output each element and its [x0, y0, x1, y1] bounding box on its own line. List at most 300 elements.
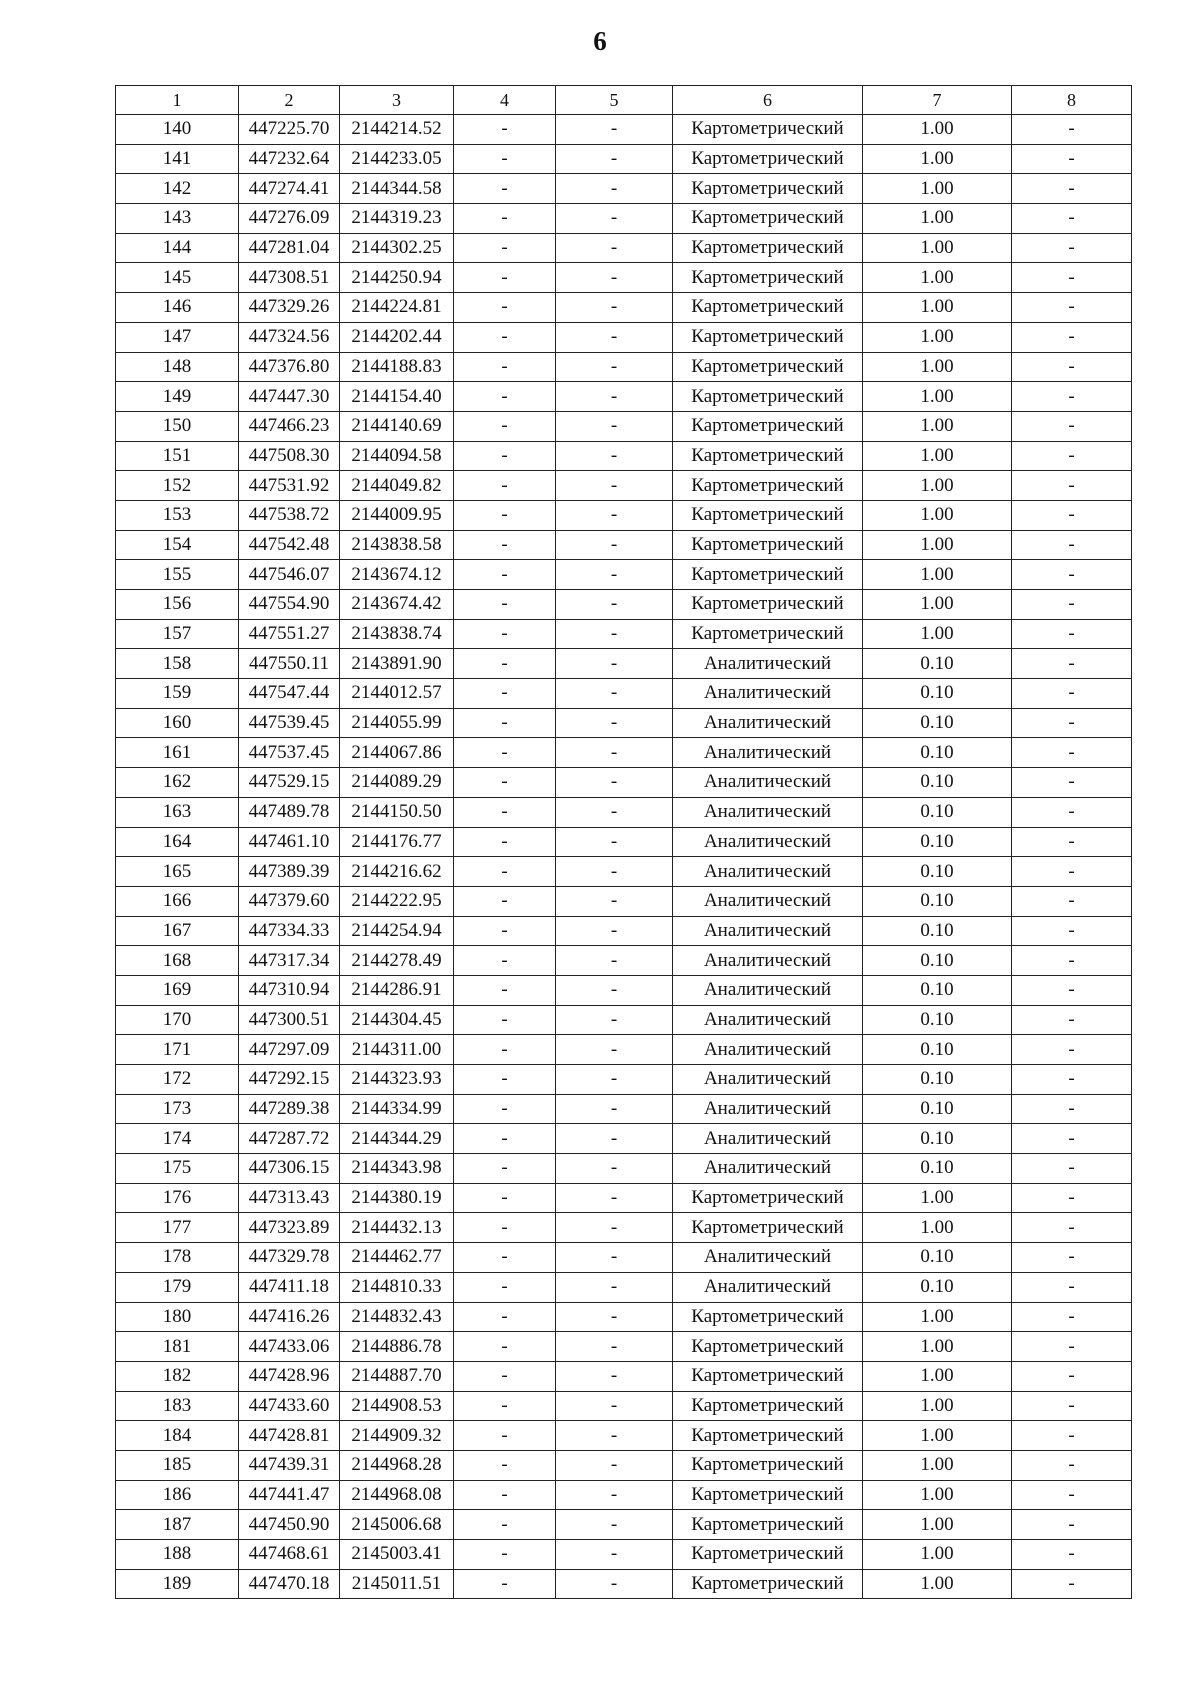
table-row	[116, 1213, 1132, 1243]
point-number-cell: 168	[116, 946, 239, 976]
y-coordinate-cell: 2144334.99	[340, 1094, 454, 1124]
column-8-cell: -	[1012, 1035, 1132, 1065]
accuracy-cell: 0.10	[863, 1154, 1012, 1184]
point-number-cell: 181	[116, 1332, 239, 1362]
accuracy-cell: 1.00	[863, 1213, 1012, 1243]
x-coordinate-cell: 447468.61	[239, 1540, 340, 1570]
column-4-cell: -	[454, 1154, 556, 1184]
point-number-cell: 182	[116, 1361, 239, 1391]
column-5-cell: -	[556, 1510, 673, 1540]
y-coordinate-cell: 2144154.40	[340, 382, 454, 412]
point-number-cell: 165	[116, 857, 239, 887]
method-cell: Картометрический	[673, 1213, 863, 1243]
accuracy-cell: 1.00	[863, 233, 1012, 263]
x-coordinate-cell: 447379.60	[239, 886, 340, 916]
point-number-cell: 172	[116, 1065, 239, 1095]
accuracy-cell: 1.00	[863, 115, 1012, 145]
table-header-row	[116, 86, 1132, 115]
column-8-cell: -	[1012, 322, 1132, 352]
y-coordinate-cell: 2144810.33	[340, 1272, 454, 1302]
table-row	[116, 975, 1132, 1005]
column-header-5: 5	[556, 86, 673, 115]
method-cell: Аналитический	[673, 1065, 863, 1095]
x-coordinate-cell: 447324.56	[239, 322, 340, 352]
point-number-cell: 157	[116, 619, 239, 649]
point-number-cell: 140	[116, 115, 239, 145]
column-5-cell: -	[556, 916, 673, 946]
x-coordinate-cell: 447313.43	[239, 1183, 340, 1213]
x-coordinate-cell: 447329.26	[239, 293, 340, 323]
accuracy-cell: 1.00	[863, 322, 1012, 352]
column-4-cell: -	[454, 233, 556, 263]
column-header-2: 2	[239, 86, 340, 115]
method-cell: Картометрический	[673, 322, 863, 352]
column-5-cell: -	[556, 471, 673, 501]
x-coordinate-cell: 447547.44	[239, 679, 340, 709]
accuracy-cell: 1.00	[863, 1361, 1012, 1391]
point-number-cell: 174	[116, 1124, 239, 1154]
accuracy-cell: 1.00	[863, 619, 1012, 649]
column-4-cell: -	[454, 619, 556, 649]
column-5-cell: -	[556, 322, 673, 352]
point-number-cell: 184	[116, 1421, 239, 1451]
table-row	[116, 886, 1132, 916]
method-cell: Аналитический	[673, 1005, 863, 1035]
table-row	[116, 411, 1132, 441]
table-row	[116, 1243, 1132, 1273]
method-cell: Картометрический	[673, 500, 863, 530]
column-5-cell: -	[556, 1569, 673, 1599]
column-5-cell: -	[556, 1480, 673, 1510]
table-row	[116, 293, 1132, 323]
table-row	[116, 233, 1132, 263]
point-number-cell: 179	[116, 1272, 239, 1302]
column-8-cell: -	[1012, 1540, 1132, 1570]
y-coordinate-cell: 2144832.43	[340, 1302, 454, 1332]
point-number-cell: 175	[116, 1154, 239, 1184]
column-5-cell: -	[556, 1065, 673, 1095]
column-4-cell: -	[454, 1005, 556, 1035]
column-4-cell: -	[454, 708, 556, 738]
y-coordinate-cell: 2144012.57	[340, 679, 454, 709]
accuracy-cell: 1.00	[863, 1332, 1012, 1362]
accuracy-cell: 0.10	[863, 679, 1012, 709]
column-4-cell: -	[454, 1213, 556, 1243]
column-header-3: 3	[340, 86, 454, 115]
y-coordinate-cell: 2145003.41	[340, 1540, 454, 1570]
column-5-cell: -	[556, 738, 673, 768]
x-coordinate-cell: 447428.96	[239, 1361, 340, 1391]
method-cell: Картометрический	[673, 1450, 863, 1480]
column-4-cell: -	[454, 1302, 556, 1332]
y-coordinate-cell: 2145006.68	[340, 1510, 454, 1540]
column-5-cell: -	[556, 1450, 673, 1480]
column-8-cell: -	[1012, 1094, 1132, 1124]
y-coordinate-cell: 2144224.81	[340, 293, 454, 323]
point-number-cell: 164	[116, 827, 239, 857]
method-cell: Аналитический	[673, 886, 863, 916]
y-coordinate-cell: 2144909.32	[340, 1421, 454, 1451]
accuracy-cell: 0.10	[863, 1005, 1012, 1035]
accuracy-cell: 0.10	[863, 886, 1012, 916]
y-coordinate-cell: 2144432.13	[340, 1213, 454, 1243]
column-5-cell: -	[556, 411, 673, 441]
point-number-cell: 149	[116, 382, 239, 412]
column-4-cell: -	[454, 1183, 556, 1213]
y-coordinate-cell: 2144302.25	[340, 233, 454, 263]
table-row	[116, 1094, 1132, 1124]
column-8-cell: -	[1012, 679, 1132, 709]
y-coordinate-cell: 2144323.93	[340, 1065, 454, 1095]
y-coordinate-cell: 2144055.99	[340, 708, 454, 738]
point-number-cell: 161	[116, 738, 239, 768]
column-5-cell: -	[556, 1124, 673, 1154]
column-8-cell: -	[1012, 530, 1132, 560]
column-8-cell: -	[1012, 1183, 1132, 1213]
column-8-cell: -	[1012, 916, 1132, 946]
accuracy-cell: 1.00	[863, 530, 1012, 560]
x-coordinate-cell: 447276.09	[239, 204, 340, 234]
accuracy-cell: 0.10	[863, 708, 1012, 738]
table-row	[116, 619, 1132, 649]
x-coordinate-cell: 447317.34	[239, 946, 340, 976]
accuracy-cell: 0.10	[863, 975, 1012, 1005]
table-row	[116, 1361, 1132, 1391]
accuracy-cell: 0.10	[863, 1035, 1012, 1065]
x-coordinate-cell: 447297.09	[239, 1035, 340, 1065]
column-5-cell: -	[556, 352, 673, 382]
coordinates-table	[115, 85, 1132, 1599]
x-coordinate-cell: 447508.30	[239, 441, 340, 471]
column-8-cell: -	[1012, 263, 1132, 293]
x-coordinate-cell: 447225.70	[239, 115, 340, 145]
point-number-cell: 187	[116, 1510, 239, 1540]
column-5-cell: -	[556, 1094, 673, 1124]
column-5-cell: -	[556, 1540, 673, 1570]
accuracy-cell: 0.10	[863, 1094, 1012, 1124]
accuracy-cell: 1.00	[863, 500, 1012, 530]
column-4-cell: -	[454, 263, 556, 293]
x-coordinate-cell: 447411.18	[239, 1272, 340, 1302]
table-row	[116, 1272, 1132, 1302]
point-number-cell: 186	[116, 1480, 239, 1510]
method-cell: Картометрический	[673, 1332, 863, 1362]
x-coordinate-cell: 447466.23	[239, 411, 340, 441]
table-row	[116, 441, 1132, 471]
column-header-7: 7	[863, 86, 1012, 115]
method-cell: Картометрический	[673, 1361, 863, 1391]
point-number-cell: 151	[116, 441, 239, 471]
x-coordinate-cell: 447539.45	[239, 708, 340, 738]
point-number-cell: 160	[116, 708, 239, 738]
x-coordinate-cell: 447433.60	[239, 1391, 340, 1421]
y-coordinate-cell: 2144250.94	[340, 263, 454, 293]
accuracy-cell: 0.10	[863, 768, 1012, 798]
y-coordinate-cell: 2144286.91	[340, 975, 454, 1005]
column-4-cell: -	[454, 382, 556, 412]
column-5-cell: -	[556, 144, 673, 174]
method-cell: Картометрический	[673, 263, 863, 293]
table-row	[116, 1005, 1132, 1035]
column-4-cell: -	[454, 560, 556, 590]
x-coordinate-cell: 447433.06	[239, 1332, 340, 1362]
accuracy-cell: 1.00	[863, 471, 1012, 501]
column-5-cell: -	[556, 441, 673, 471]
method-cell: Картометрический	[673, 1569, 863, 1599]
method-cell: Картометрический	[673, 411, 863, 441]
column-4-cell: -	[454, 411, 556, 441]
y-coordinate-cell: 2144968.28	[340, 1450, 454, 1480]
x-coordinate-cell: 447531.92	[239, 471, 340, 501]
column-4-cell: -	[454, 827, 556, 857]
y-coordinate-cell: 2144233.05	[340, 144, 454, 174]
method-cell: Аналитический	[673, 768, 863, 798]
table-row	[116, 1540, 1132, 1570]
table-row	[116, 263, 1132, 293]
table-row	[116, 1065, 1132, 1095]
point-number-cell: 163	[116, 797, 239, 827]
accuracy-cell: 1.00	[863, 1569, 1012, 1599]
column-8-cell: -	[1012, 768, 1132, 798]
table-row	[116, 1124, 1132, 1154]
column-4-cell: -	[454, 886, 556, 916]
method-cell: Картометрический	[673, 382, 863, 412]
y-coordinate-cell: 2144304.45	[340, 1005, 454, 1035]
x-coordinate-cell: 447537.45	[239, 738, 340, 768]
accuracy-cell: 1.00	[863, 1540, 1012, 1570]
column-4-cell: -	[454, 1124, 556, 1154]
accuracy-cell: 1.00	[863, 590, 1012, 620]
column-8-cell: -	[1012, 1332, 1132, 1362]
y-coordinate-cell: 2144188.83	[340, 352, 454, 382]
y-coordinate-cell: 2144140.69	[340, 411, 454, 441]
accuracy-cell: 0.10	[863, 946, 1012, 976]
column-4-cell: -	[454, 1510, 556, 1540]
column-8-cell: -	[1012, 441, 1132, 471]
x-coordinate-cell: 447428.81	[239, 1421, 340, 1451]
x-coordinate-cell: 447470.18	[239, 1569, 340, 1599]
column-5-cell: -	[556, 975, 673, 1005]
column-5-cell: -	[556, 590, 673, 620]
column-8-cell: -	[1012, 619, 1132, 649]
accuracy-cell: 0.10	[863, 649, 1012, 679]
point-number-cell: 162	[116, 768, 239, 798]
x-coordinate-cell: 447310.94	[239, 975, 340, 1005]
method-cell: Картометрический	[673, 560, 863, 590]
column-8-cell: -	[1012, 144, 1132, 174]
column-5-cell: -	[556, 827, 673, 857]
y-coordinate-cell: 2143838.74	[340, 619, 454, 649]
y-coordinate-cell: 2144176.77	[340, 827, 454, 857]
column-5-cell: -	[556, 768, 673, 798]
column-8-cell: -	[1012, 857, 1132, 887]
point-number-cell: 166	[116, 886, 239, 916]
column-4-cell: -	[454, 590, 556, 620]
column-4-cell: -	[454, 1065, 556, 1095]
column-5-cell: -	[556, 500, 673, 530]
column-8-cell: -	[1012, 1391, 1132, 1421]
column-4-cell: -	[454, 1272, 556, 1302]
method-cell: Аналитический	[673, 1154, 863, 1184]
column-4-cell: -	[454, 768, 556, 798]
table-row	[116, 144, 1132, 174]
x-coordinate-cell: 447232.64	[239, 144, 340, 174]
table-row	[116, 530, 1132, 560]
column-4-cell: -	[454, 1035, 556, 1065]
table-row	[116, 916, 1132, 946]
x-coordinate-cell: 447287.72	[239, 1124, 340, 1154]
method-cell: Картометрический	[673, 1183, 863, 1213]
column-4-cell: -	[454, 1540, 556, 1570]
column-5-cell: -	[556, 797, 673, 827]
column-header-8: 8	[1012, 86, 1132, 115]
table-row	[116, 1332, 1132, 1362]
point-number-cell: 159	[116, 679, 239, 709]
x-coordinate-cell: 447416.26	[239, 1302, 340, 1332]
column-4-cell: -	[454, 322, 556, 352]
method-cell: Аналитический	[673, 975, 863, 1005]
column-5-cell: -	[556, 115, 673, 145]
method-cell: Картометрический	[673, 115, 863, 145]
method-cell: Картометрический	[673, 441, 863, 471]
column-4-cell: -	[454, 1450, 556, 1480]
method-cell: Картометрический	[673, 619, 863, 649]
y-coordinate-cell: 2144311.00	[340, 1035, 454, 1065]
point-number-cell: 183	[116, 1391, 239, 1421]
point-number-cell: 142	[116, 174, 239, 204]
method-cell: Аналитический	[673, 708, 863, 738]
table-row	[116, 174, 1132, 204]
column-8-cell: -	[1012, 115, 1132, 145]
accuracy-cell: 1.00	[863, 293, 1012, 323]
column-8-cell: -	[1012, 204, 1132, 234]
column-5-cell: -	[556, 1213, 673, 1243]
accuracy-cell: 1.00	[863, 174, 1012, 204]
point-number-cell: 147	[116, 322, 239, 352]
column-header-6: 6	[673, 86, 863, 115]
x-coordinate-cell: 447334.33	[239, 916, 340, 946]
accuracy-cell: 0.10	[863, 827, 1012, 857]
method-cell: Картометрический	[673, 293, 863, 323]
column-8-cell: -	[1012, 708, 1132, 738]
x-coordinate-cell: 447292.15	[239, 1065, 340, 1095]
column-5-cell: -	[556, 886, 673, 916]
point-number-cell: 188	[116, 1540, 239, 1570]
column-4-cell: -	[454, 1361, 556, 1391]
table-row	[116, 649, 1132, 679]
method-cell: Аналитический	[673, 946, 863, 976]
page-number: 6	[593, 26, 607, 56]
table-row	[116, 322, 1132, 352]
column-5-cell: -	[556, 708, 673, 738]
column-5-cell: -	[556, 1302, 673, 1332]
y-coordinate-cell: 2144222.95	[340, 886, 454, 916]
column-5-cell: -	[556, 679, 673, 709]
point-number-cell: 169	[116, 975, 239, 1005]
x-coordinate-cell: 447546.07	[239, 560, 340, 590]
accuracy-cell: 0.10	[863, 738, 1012, 768]
column-8-cell: -	[1012, 233, 1132, 263]
accuracy-cell: 1.00	[863, 352, 1012, 382]
point-number-cell: 173	[116, 1094, 239, 1124]
column-5-cell: -	[556, 1421, 673, 1451]
point-number-cell: 144	[116, 233, 239, 263]
column-5-cell: -	[556, 530, 673, 560]
accuracy-cell: 0.10	[863, 797, 1012, 827]
x-coordinate-cell: 447542.48	[239, 530, 340, 560]
x-coordinate-cell: 447550.11	[239, 649, 340, 679]
point-number-cell: 152	[116, 471, 239, 501]
column-5-cell: -	[556, 382, 673, 412]
point-number-cell: 154	[116, 530, 239, 560]
point-number-cell: 176	[116, 1183, 239, 1213]
x-coordinate-cell: 447447.30	[239, 382, 340, 412]
x-coordinate-cell: 447551.27	[239, 619, 340, 649]
column-4-cell: -	[454, 530, 556, 560]
y-coordinate-cell: 2144150.50	[340, 797, 454, 827]
method-cell: Аналитический	[673, 649, 863, 679]
y-coordinate-cell: 2144344.29	[340, 1124, 454, 1154]
column-5-cell: -	[556, 1272, 673, 1302]
accuracy-cell: 0.10	[863, 1272, 1012, 1302]
table-row	[116, 1510, 1132, 1540]
point-number-cell: 156	[116, 590, 239, 620]
y-coordinate-cell: 2144887.70	[340, 1361, 454, 1391]
table-row	[116, 797, 1132, 827]
table-row	[116, 1302, 1132, 1332]
accuracy-cell: 1.00	[863, 144, 1012, 174]
y-coordinate-cell: 2144094.58	[340, 441, 454, 471]
column-4-cell: -	[454, 679, 556, 709]
column-8-cell: -	[1012, 975, 1132, 1005]
point-number-cell: 155	[116, 560, 239, 590]
x-coordinate-cell: 447554.90	[239, 590, 340, 620]
table-row	[116, 738, 1132, 768]
accuracy-cell: 1.00	[863, 1183, 1012, 1213]
method-cell: Аналитический	[673, 857, 863, 887]
accuracy-cell: 1.00	[863, 441, 1012, 471]
column-8-cell: -	[1012, 471, 1132, 501]
x-coordinate-cell: 447461.10	[239, 827, 340, 857]
column-8-cell: -	[1012, 1450, 1132, 1480]
y-coordinate-cell: 2144380.19	[340, 1183, 454, 1213]
column-8-cell: -	[1012, 382, 1132, 412]
accuracy-cell: 1.00	[863, 1510, 1012, 1540]
column-4-cell: -	[454, 1569, 556, 1599]
point-number-cell: 170	[116, 1005, 239, 1035]
column-8-cell: -	[1012, 827, 1132, 857]
point-number-cell: 143	[116, 204, 239, 234]
table-row	[116, 1183, 1132, 1213]
column-4-cell: -	[454, 115, 556, 145]
column-8-cell: -	[1012, 1510, 1132, 1540]
column-4-cell: -	[454, 1243, 556, 1273]
column-5-cell: -	[556, 1361, 673, 1391]
table-row	[116, 679, 1132, 709]
column-8-cell: -	[1012, 1243, 1132, 1273]
y-coordinate-cell: 2144089.29	[340, 768, 454, 798]
accuracy-cell: 1.00	[863, 1450, 1012, 1480]
point-number-cell: 148	[116, 352, 239, 382]
point-number-cell: 141	[116, 144, 239, 174]
column-4-cell: -	[454, 500, 556, 530]
method-cell: Картометрический	[673, 530, 863, 560]
column-5-cell: -	[556, 560, 673, 590]
x-coordinate-cell: 447289.38	[239, 1094, 340, 1124]
column-8-cell: -	[1012, 1154, 1132, 1184]
y-coordinate-cell: 2144968.08	[340, 1480, 454, 1510]
point-number-cell: 145	[116, 263, 239, 293]
